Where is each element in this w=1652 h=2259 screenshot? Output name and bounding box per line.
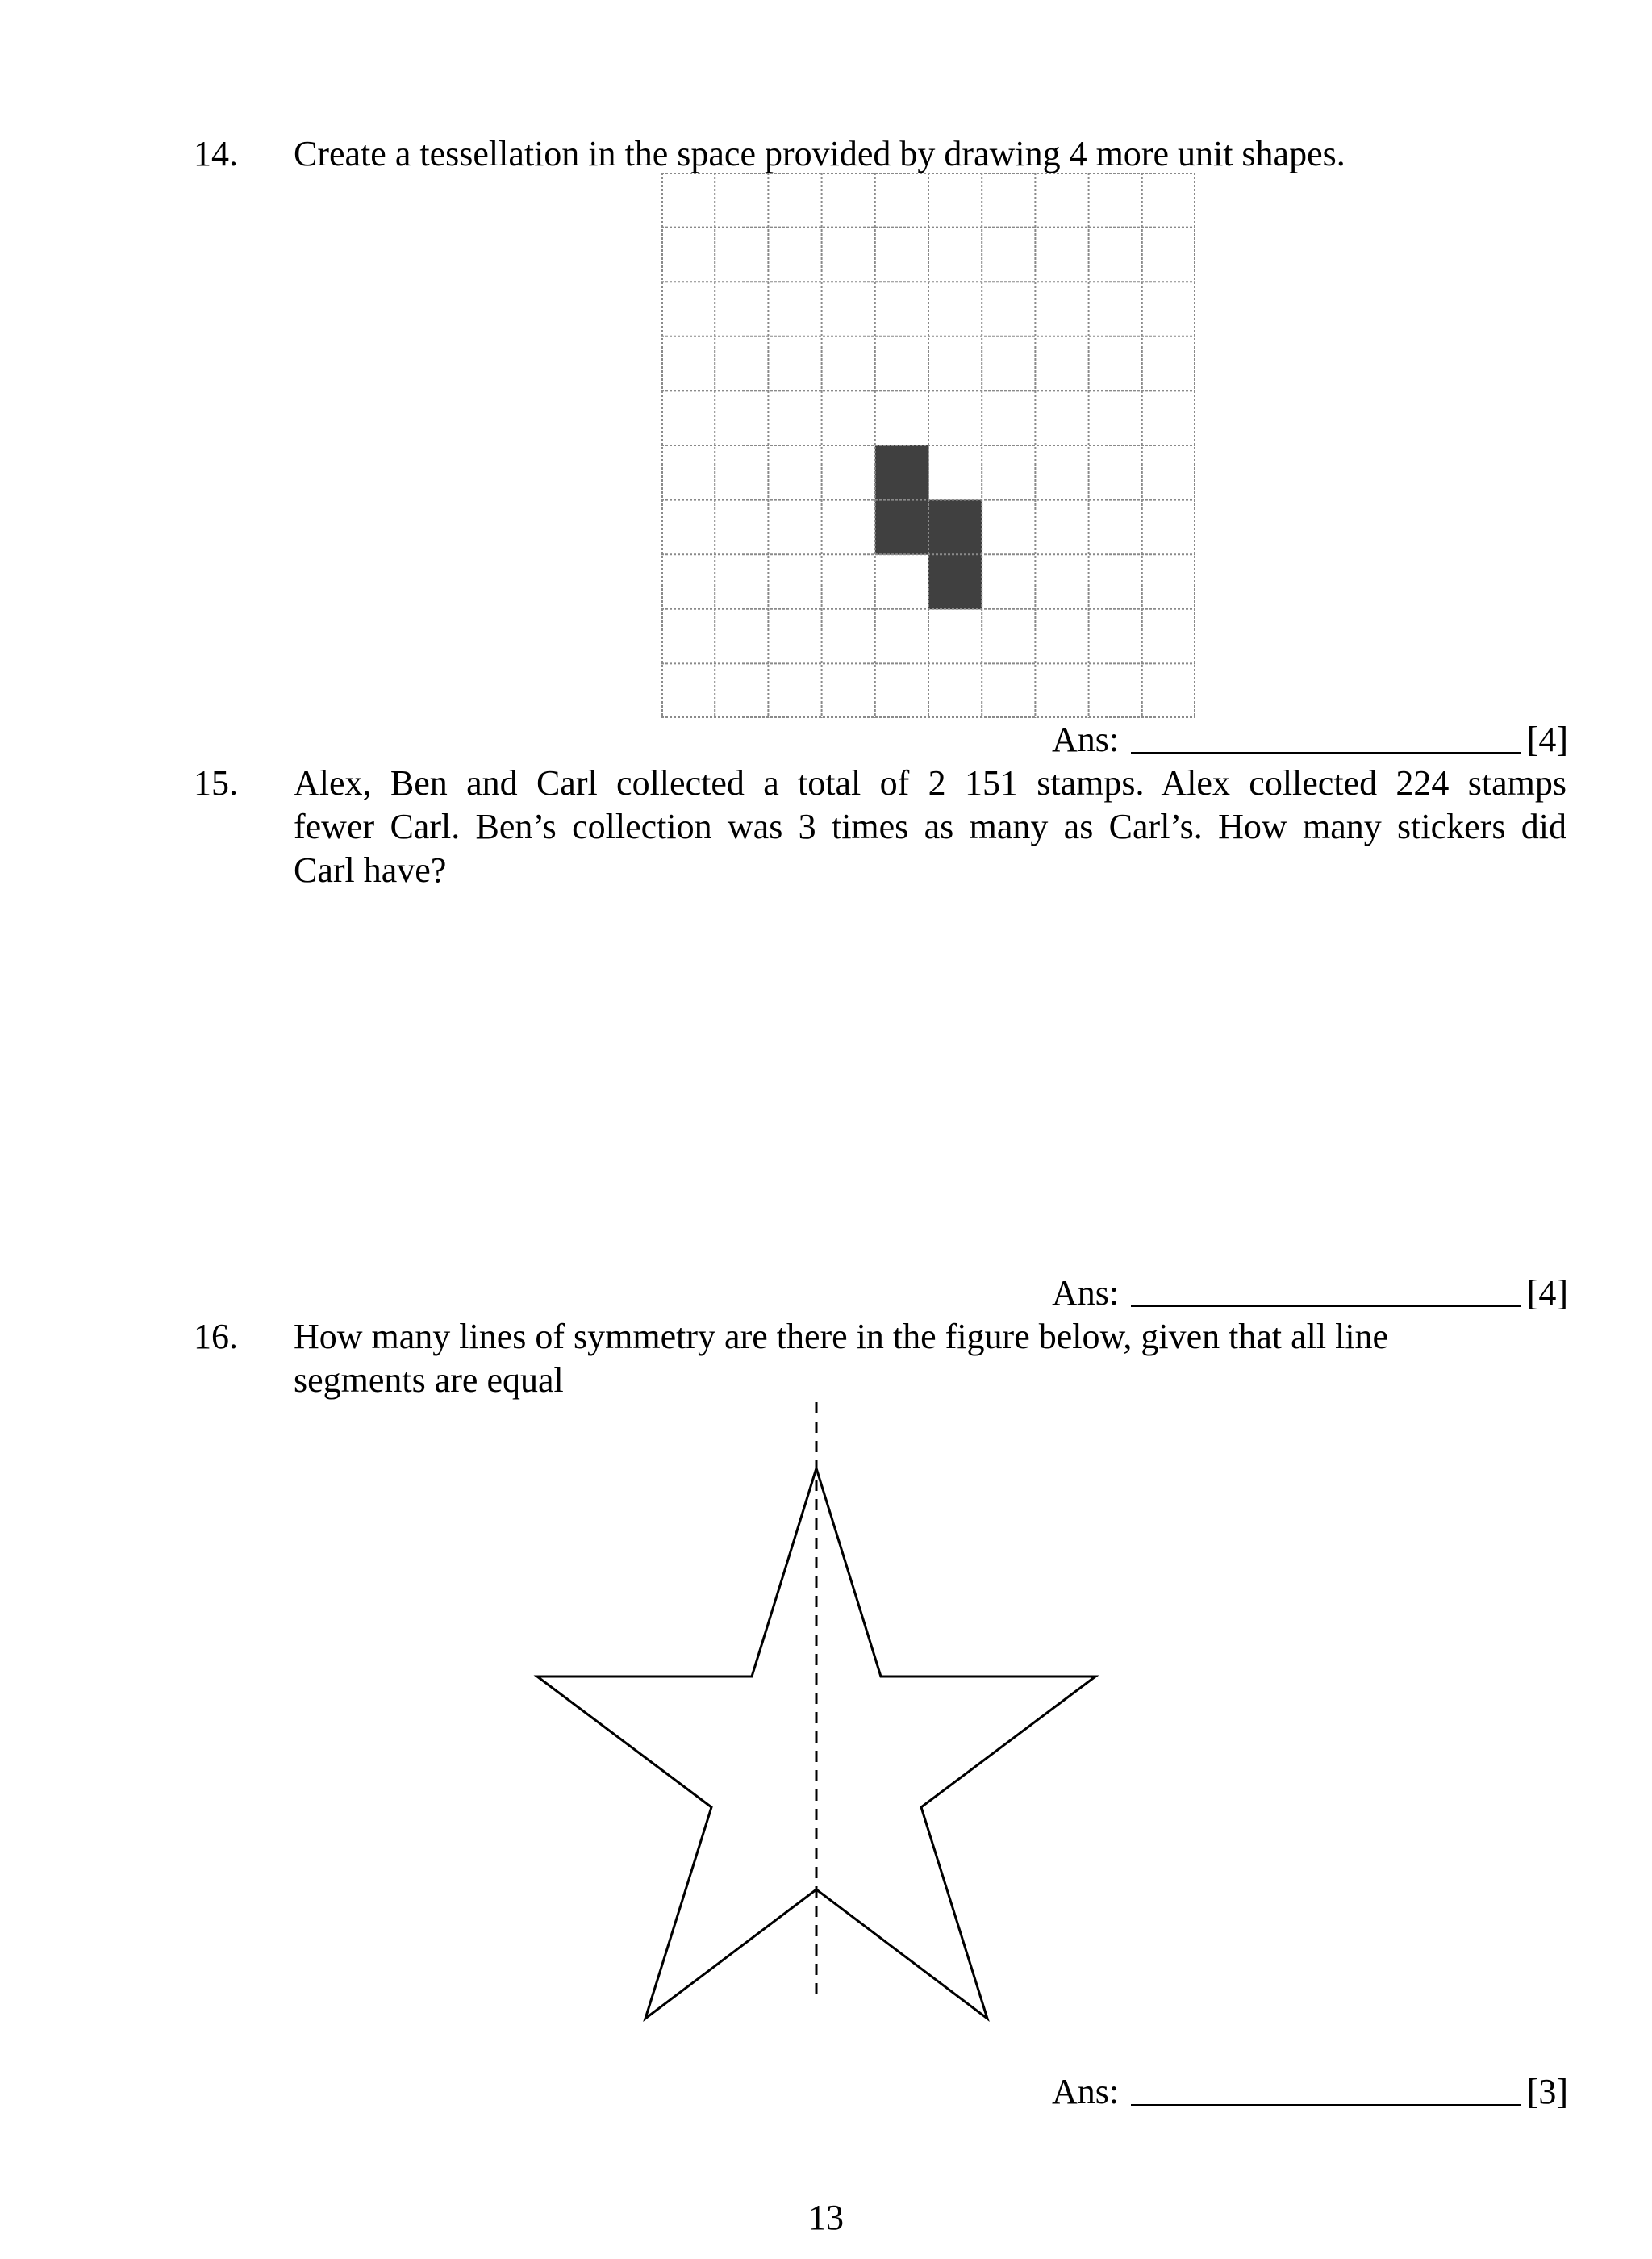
shaded-unit-cell — [875, 445, 929, 500]
marks: [4] — [1526, 1273, 1568, 1313]
answer-blank[interactable] — [1131, 1305, 1521, 1307]
shaded-unit-cell — [928, 554, 982, 609]
marks: [4] — [1526, 720, 1568, 759]
question-15-line-3: Carl have? — [294, 850, 447, 890]
star-figure — [532, 1396, 1113, 2041]
question-16-line-1: How many lines of symmetry are there in the figure below, given that all line — [294, 1317, 1389, 1356]
page-number: 13 — [808, 2198, 844, 2237]
question-16-line-2: segments are equal — [294, 1360, 564, 1400]
tessellation-grid[interactable] — [661, 173, 1195, 718]
answer-label: Ans: — [1052, 1273, 1120, 1313]
answer-blank[interactable] — [1131, 2104, 1521, 2106]
question-14-number: 14. — [194, 134, 238, 173]
answer-label: Ans: — [1052, 720, 1120, 759]
question-15-number: 15. — [194, 763, 238, 803]
question-16-number: 16. — [194, 1317, 238, 1356]
shaded-unit-cell — [928, 500, 982, 555]
question-15-line-1: Alex, Ben and Carl collected a total of 2 151 stamps. Alex collected 224 stamps — [294, 763, 1566, 803]
marks: [3] — [1526, 2072, 1568, 2111]
shaded-unit-cell — [875, 500, 929, 555]
question-15-line-2: fewer Carl. Ben’s collection was 3 times as many as Carl’s. How many stickers did — [294, 807, 1566, 846]
answer-blank[interactable] — [1131, 752, 1521, 754]
answer-label: Ans: — [1052, 2072, 1120, 2111]
question-14-text: Create a tessellation in the space provided by drawing 4 more unit shapes. — [294, 134, 1345, 173]
